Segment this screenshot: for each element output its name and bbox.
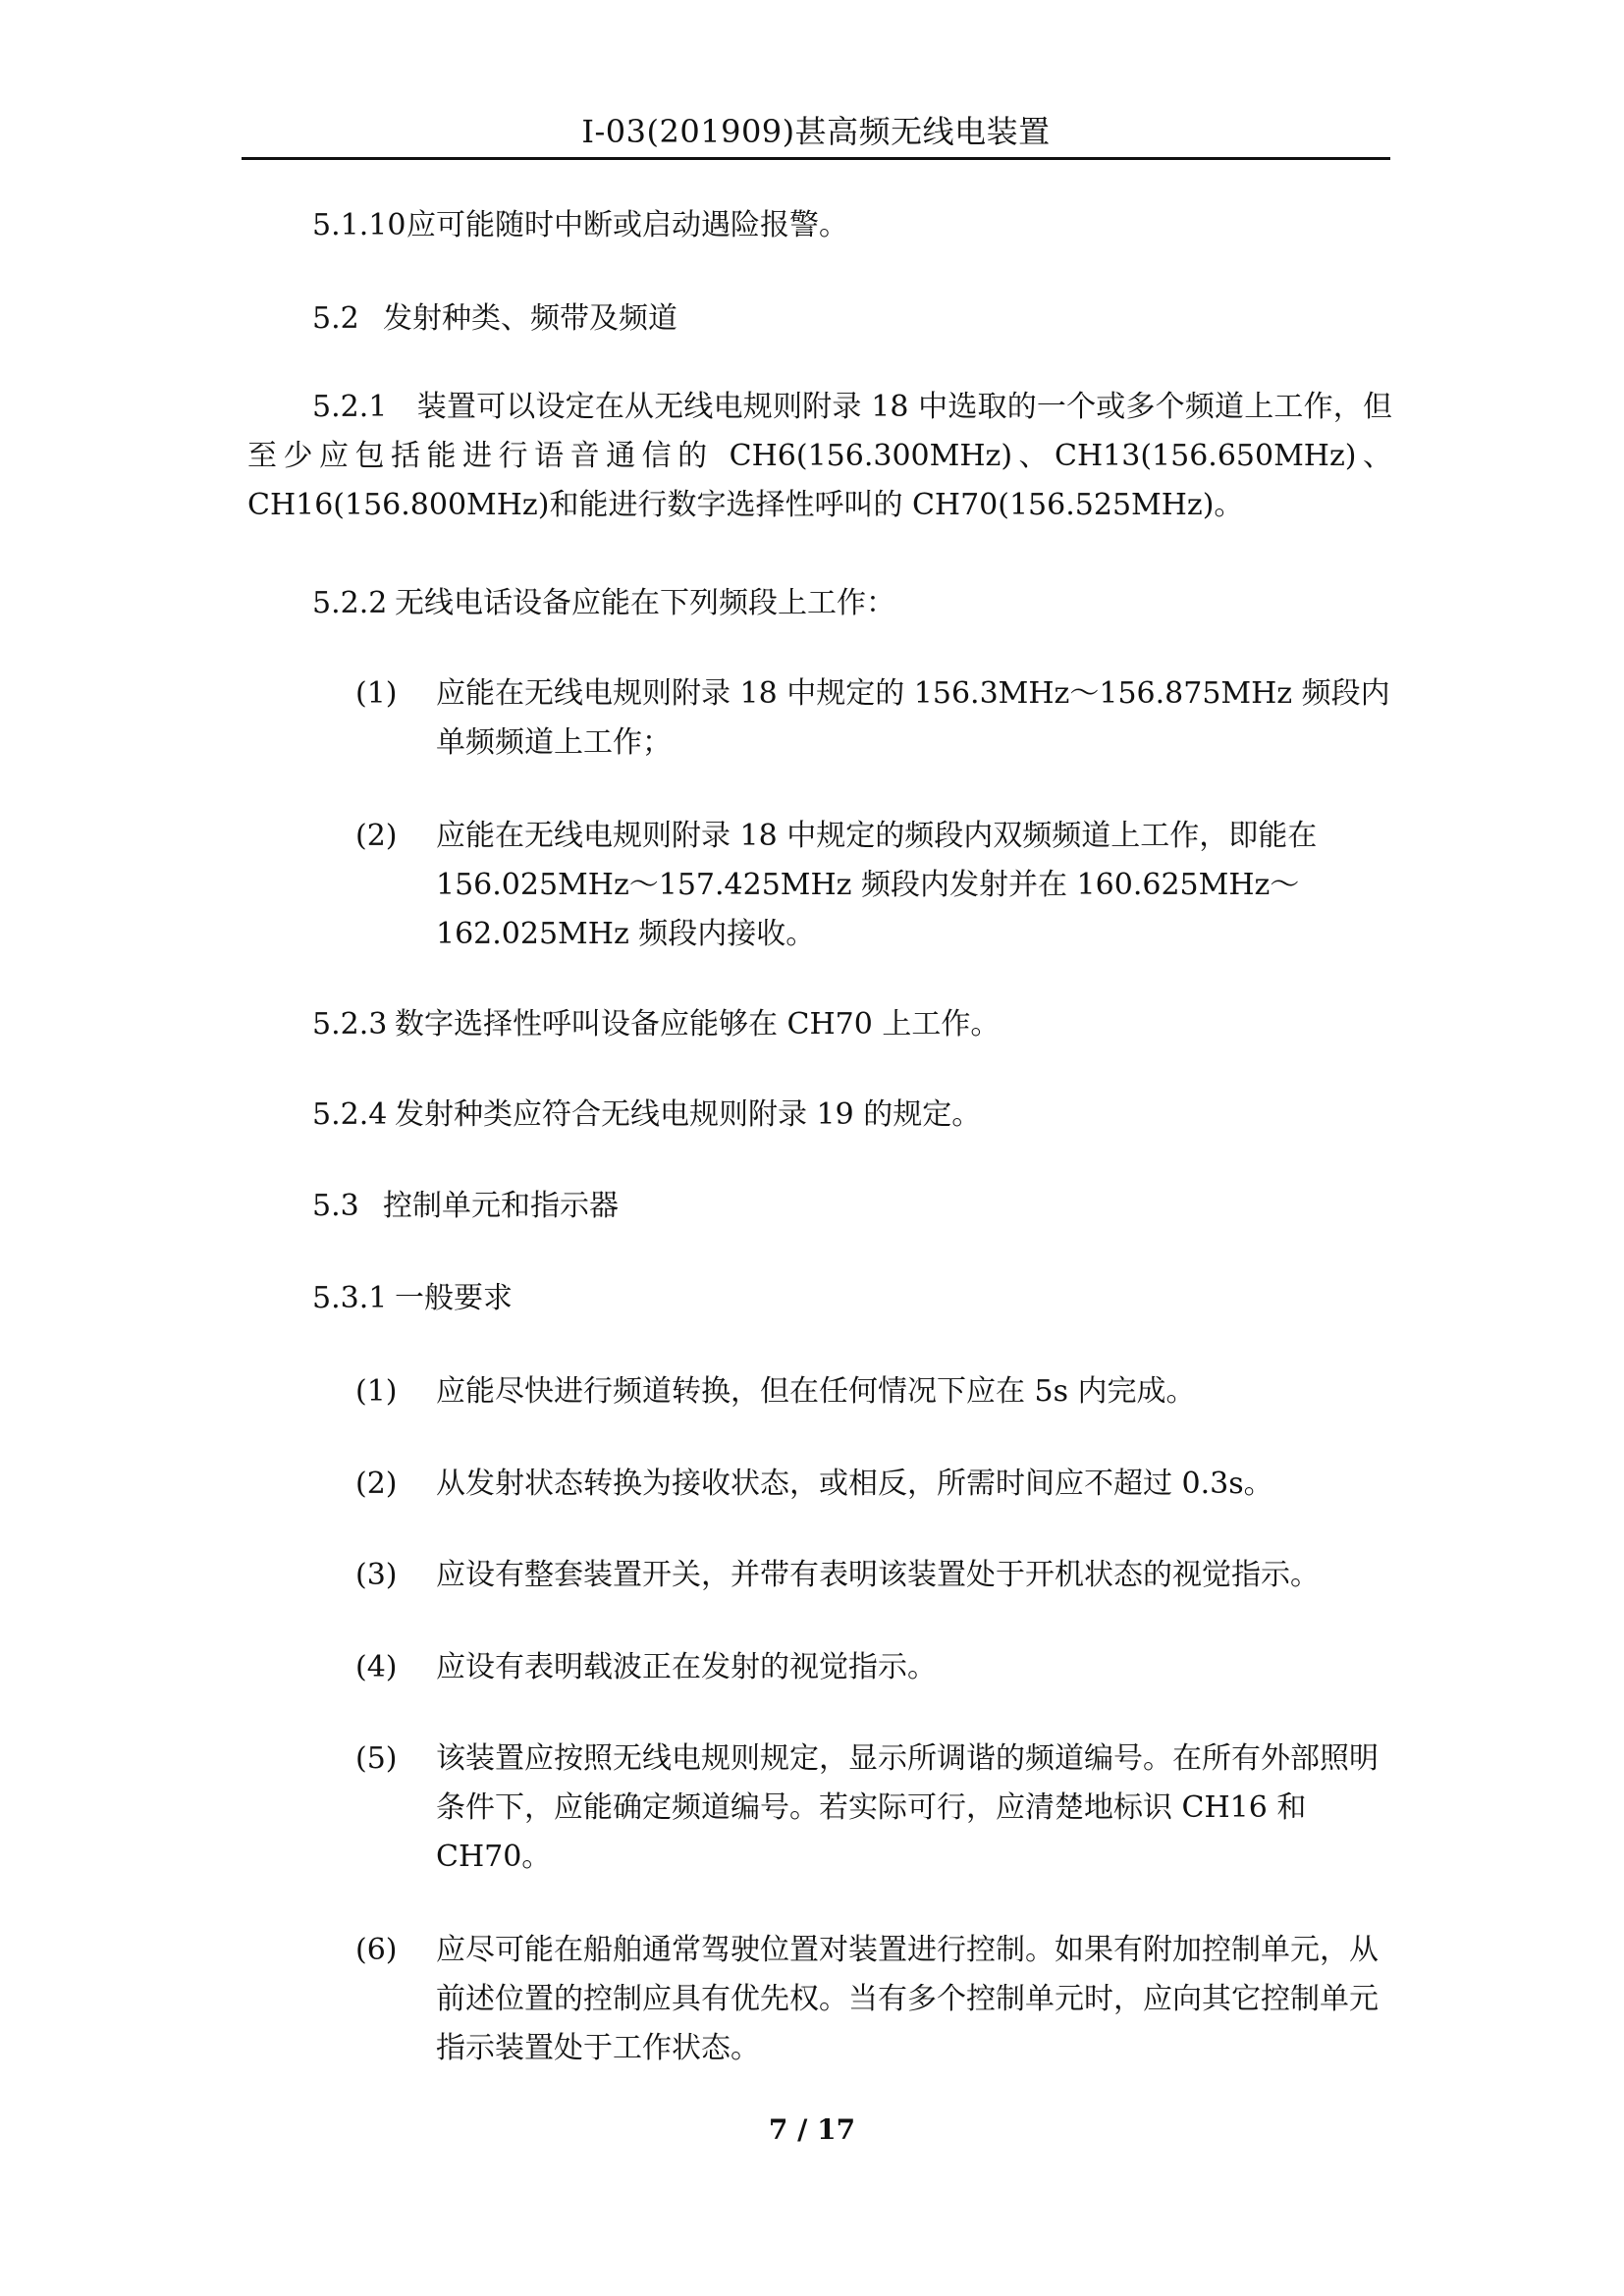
list-item-text: 应设有整套装置开关，并带有表明该装置处于开机状态的视觉指示。 [436,1558,1320,1592]
list-marker: (1) [355,1374,398,1409]
clause-text: 应可能随时中断或启动遇险报警。 [406,208,848,242]
clause-number: 5.2.2 [312,586,388,620]
list-marker: (4) [355,1650,398,1684]
section-number: 5.2 [312,301,359,336]
clause-text: 数字选择性呼叫设备应能够在 CH70 上工作。 [395,1007,1001,1041]
section-5-3-heading [312,1187,619,1226]
clause-5-2-4 [312,1095,981,1135]
clause-5-2-3 [312,1005,1000,1044]
page-number: 7 / 17 [768,2113,856,2146]
list-marker: (6) [355,1933,398,1967]
clause-text: 无线电话设备应能在下列频段上工作： [395,586,895,620]
list-marker: (2) [355,819,398,853]
clause-text: 发射种类应符合无线电规则附录 19 的规定。 [395,1097,982,1132]
clause-text: 一般要求 [395,1281,513,1315]
clause-number: 5.1.10 [312,208,406,242]
list-item-text: 该装置应按照无线电规则规定，显示所调谐的频道编号。在所有外部照明条件下，应能确定频道编号。若实际可行，应清楚地标识 CH16 和 CH70。 [436,1741,1379,1874]
list-item-text: 应能在无线电规则附录 18 中规定的 156.3MHz～156.875MHz 频段内单频频道上工作； [436,676,1390,760]
clause-number: 5.3.1 [312,1281,388,1315]
clause-number: 5.2.3 [312,1007,388,1041]
clause-5-3-1 [312,1279,513,1318]
clause-number: 5.2.4 [312,1097,388,1132]
section-title: 发射种类、频带及频道 [383,301,677,336]
list-item-text: 应尽可能在船舶通常驾驶位置对装置进行控制。如果有附加控制单元，从前述位置的控制应具有优先权。当有多个控制单元时，应向其它控制单元指示装置处于工作状态。 [436,1933,1379,2065]
list-item-text: 应能在无线电规则附录 18 中规定的频段内双频频道上工作，即能在 156.025MHz～157.425MHz 频段内发射并在 160.625MHz～162.025MHz 频段内接收。 [436,819,1318,951]
list-item-text: 从发射状态转换为接收状态，或相反，所需时间应不超过 0.3s。 [436,1467,1273,1501]
clause-5-2-1: 5.2.1 装置可以设定在从无线电规则附录 18 中选取的一个或多个频道上工作，但至少应包括能进行语音通信的 CH6(156.300MHz)、CH13(156.650MHz)、CH16(156.800MHz)和能进行数字选择性呼叫的 CH70(156.525MHz)。 [247,390,1392,522]
clause-5-1-10 [312,206,848,245]
clause-5-2-2 [312,584,895,623]
list-item-text: 应能尽快进行频道转换，但在任何情况下应在 5s 内完成。 [436,1374,1196,1409]
page-header-title: I-03(201909)甚高频无线电装置 [581,113,1051,150]
list-marker: (3) [355,1558,398,1592]
list-marker: (5) [355,1741,398,1776]
list-marker: (1) [355,676,398,711]
section-number: 5.3 [312,1189,359,1223]
list-marker: (2) [355,1467,398,1501]
section-5-2-heading [312,299,677,339]
list-item-text: 应设有表明载波正在发射的视觉指示。 [436,1650,937,1684]
section-title: 控制单元和指示器 [383,1189,619,1223]
header-divider [242,157,1390,160]
